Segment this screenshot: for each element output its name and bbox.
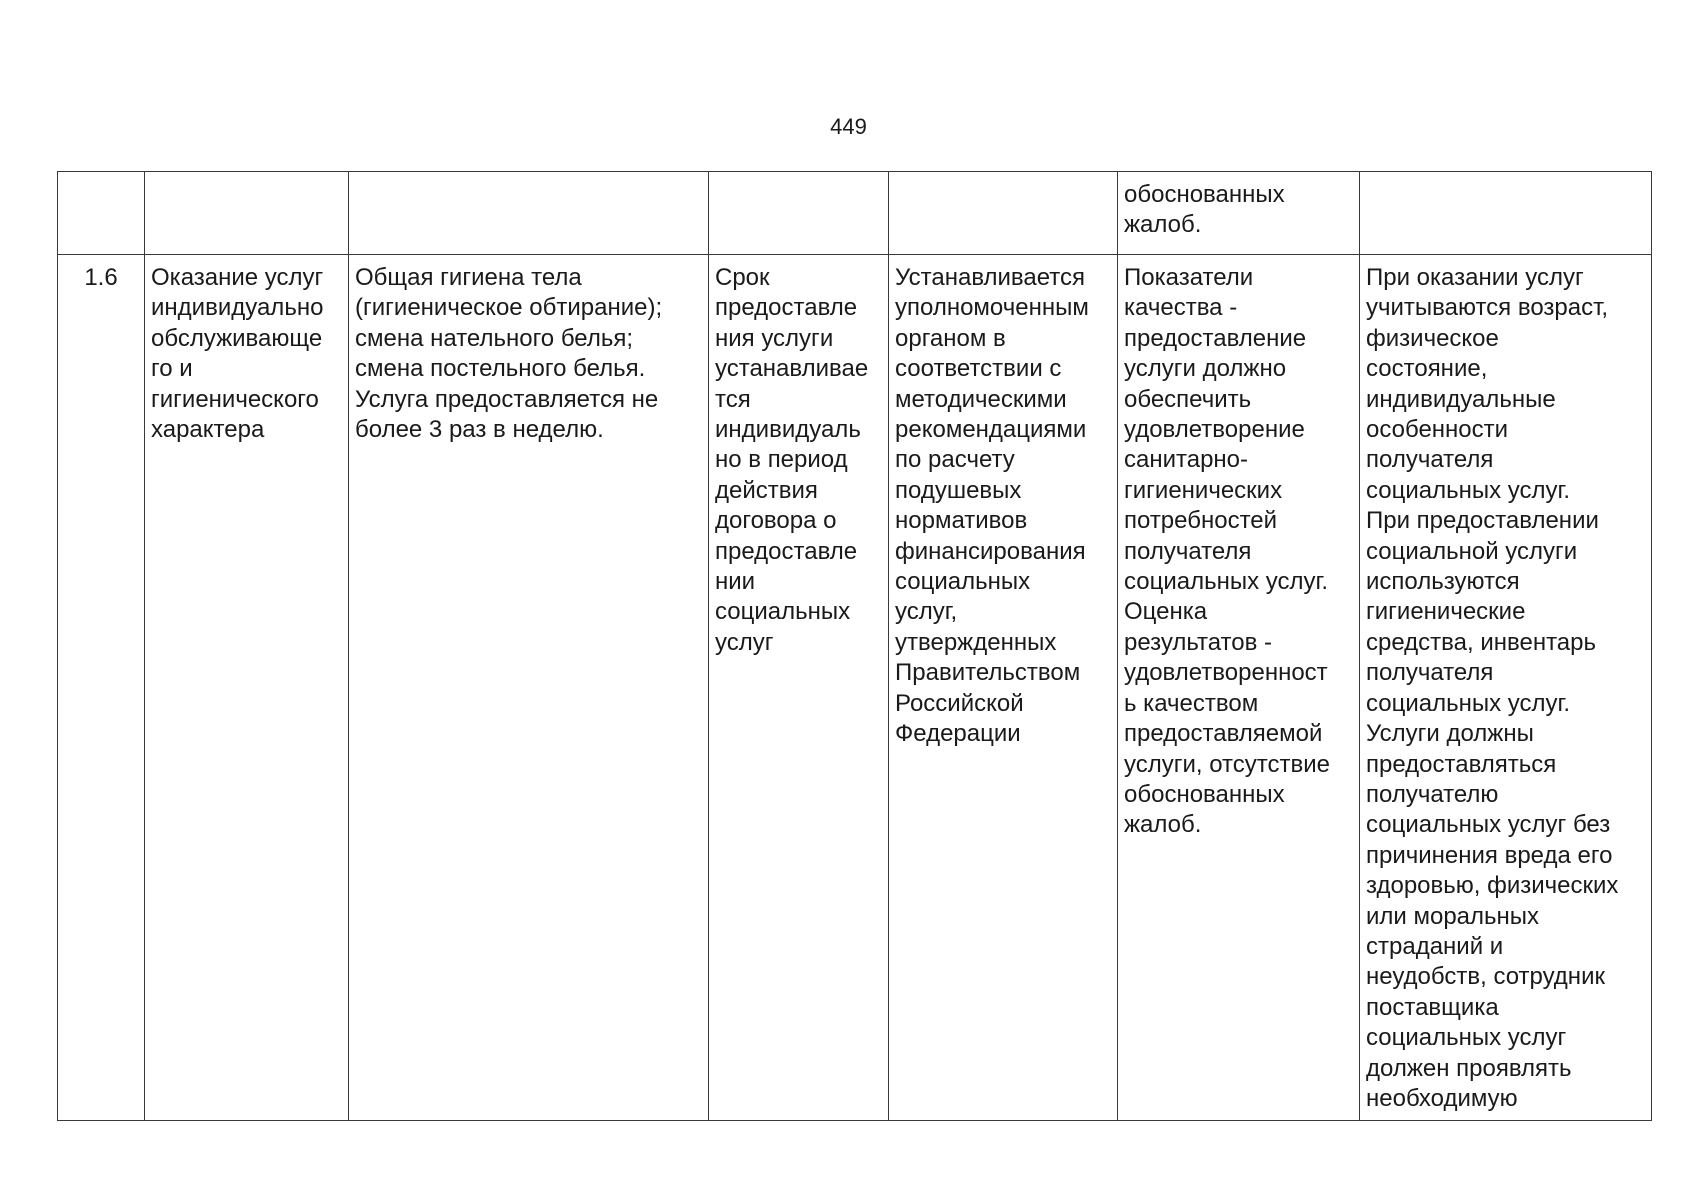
cell-service-description: Общая гигиена тела (гигиеническое обтирание); смена нательного белья; смена постельного белья. Услуга предоставляется не более 3 раз в неделю. [349, 255, 709, 1121]
cell-service-cost [889, 172, 1118, 255]
cell-quality-indicators: Показатели качества - предоставление услуги должно обеспечить удовлетворение санитарно- гигиенических потребностей получателя социальных услуг. Оценка результатов - удовлетворенност ь качеством предоставляемой услуги, отсутствие обоснованных жалоб. [1118, 255, 1360, 1121]
table-row [58, 172, 1652, 255]
cell-service-name [145, 172, 349, 255]
cell-service-term: Срок предоставле ния услуги устанавливае тся индивидуаль но в период действия договора о предоставле нии социальных услуг [709, 255, 889, 1121]
table-row [58, 255, 1652, 1121]
cell-provision-conditions [1360, 172, 1652, 255]
cell-number: 1.6 [58, 255, 145, 1121]
page-number: 449 [830, 114, 867, 139]
cell-provision-conditions: При оказании услуг учитываются возраст, физическое состояние, индивидуальные особенности получателя социальных услуг. При предоставлении социальной услуги используются гигиенические средства, инвентарь получателя социальных услуг. Услуги должны предоставляться получателю социальных услуг без причинения вреда его здоровью, физических или моральных страданий и неудобств, сотрудник поставщика социальных услуг должен проявлять необходимую [1360, 255, 1652, 1121]
cell-number [58, 172, 145, 255]
cell-service-term [709, 172, 889, 255]
cell-service-description [349, 172, 709, 255]
services-table [57, 171, 1652, 1121]
cell-service-cost: Устанавливается уполномоченным органом в соответствии с методическими рекомендациями по расчету подушевых нормативов финансирования социальных услуг, утвержденных Правительством Российской Федерации [889, 255, 1118, 1121]
cell-service-name: Оказание услуг индивидуально обслуживающе го и гигиенического характера [145, 255, 349, 1121]
cell-quality-indicators: обоснованных жалоб. [1118, 172, 1360, 255]
